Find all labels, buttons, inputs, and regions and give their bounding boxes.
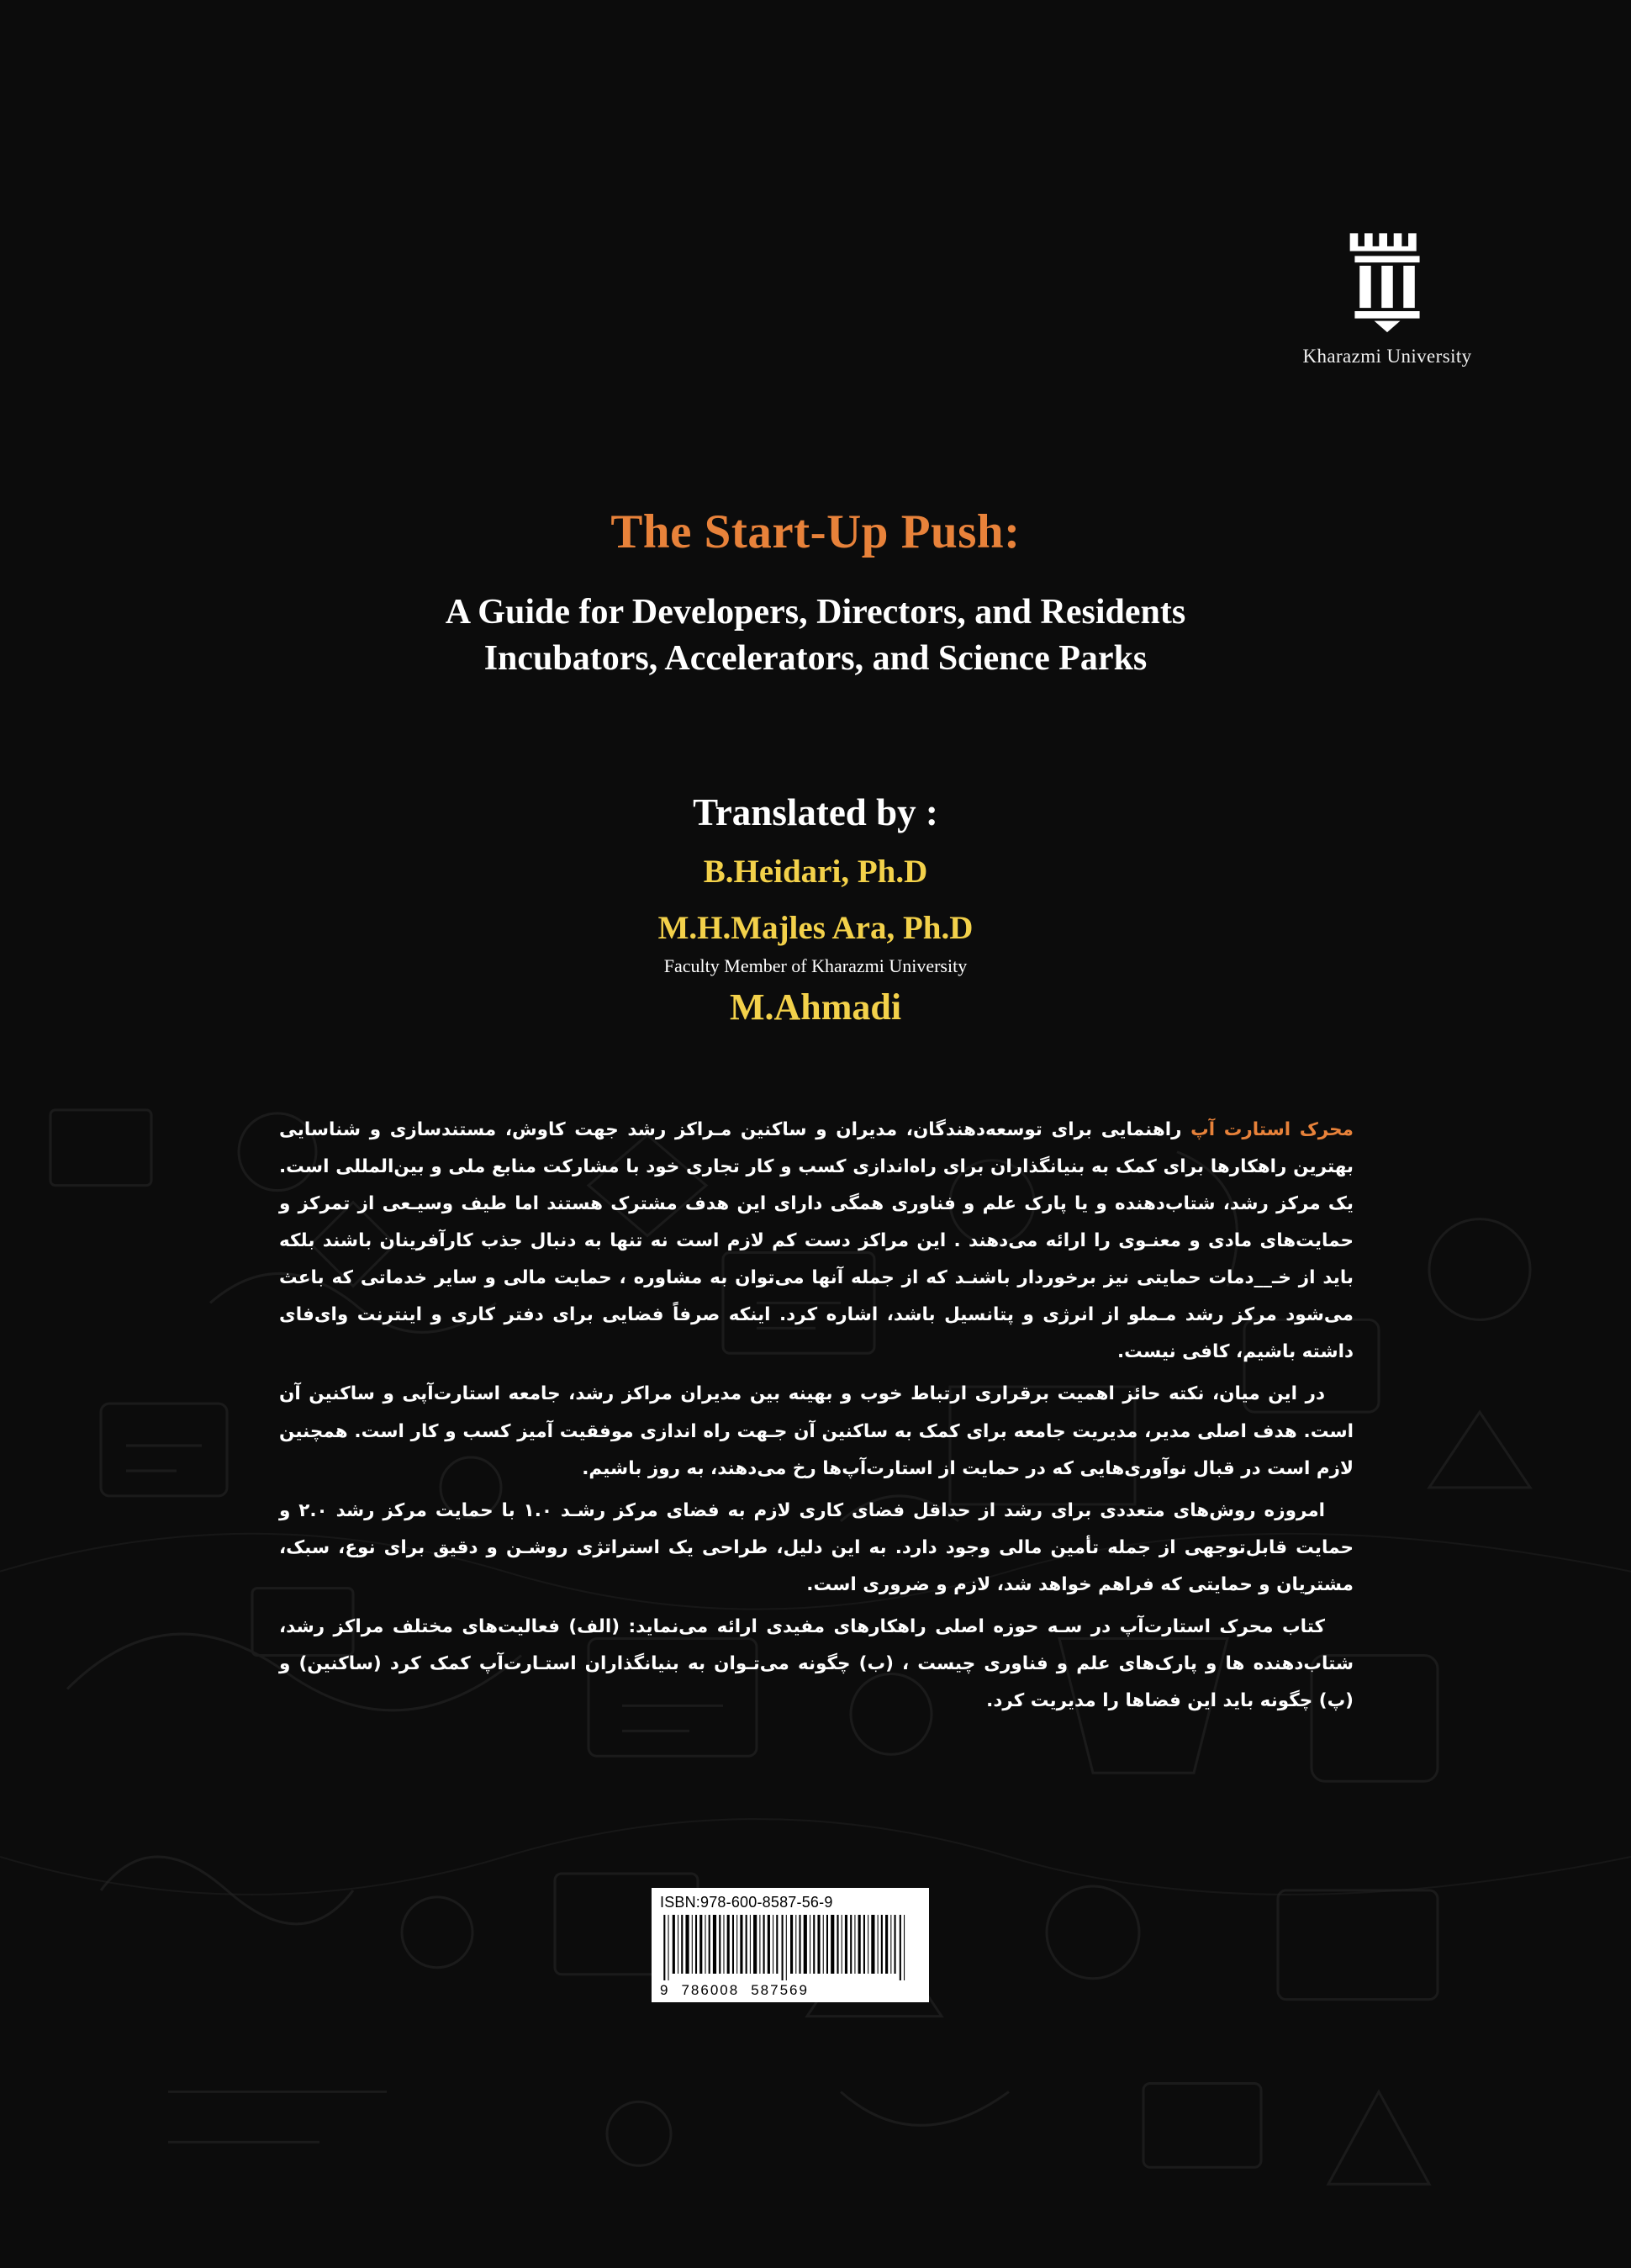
barcode-digit-group-2: 786008 xyxy=(681,1982,740,1998)
blurb-paragraph-2: در این میان، نکته حائز اهمیت برقراری ارتباط خوب و بهینه بین مدیران مراکز رشد، جامعه استارت‌آپی و ساکنین آن است. هدف اصلی مدیر، مدیریت جامعه برای کمک به ساکنین آن جـهت راه اندازی موفقیت آمیز کسب و کار است. همچنین لازم است در قبال نوآوری‌هایی که در حمایت از استارت‌آپ‌ها رخ می‌دهند، به روز باشیم. xyxy=(279,1383,1354,1479)
translated-by-label: Translated by : xyxy=(693,791,938,833)
book-subtitle-line-2: Incubators, Accelerators, and Science Parks xyxy=(483,638,1148,678)
university-name: Kharazmi University xyxy=(1302,346,1472,367)
title-block xyxy=(0,505,1631,681)
barcode-bars xyxy=(658,1915,922,1980)
blurb-paragraph-4: کتاب محرک استارت‌آپ در سـه حوزه اصلی راهکارهای مفیدی ارائه می‌نماید: (الف) فعالیت‌های مختلف مراکز رشد، شتاب‌دهنده ها و پارک‌های علم و فناوری چیست ، (ب) چگونه می‌تـوان به بنیانگذاران استـارت‌آپ کمک کرد (ساکنین) و (پ) چگونه باید این فضاها را مدیریت کرد. xyxy=(279,1615,1354,1711)
translator-name-1: B.Heidari, Ph.D xyxy=(703,854,928,890)
book-subtitle xyxy=(0,589,1631,681)
translators-block xyxy=(0,790,1631,1047)
university-logo-block xyxy=(1269,220,1505,367)
translator-name-3: M.Ahmadi xyxy=(729,986,902,1028)
barcode-digits xyxy=(660,1982,922,1999)
translator-affiliation-2: Faculty Member of Kharazmi University xyxy=(663,955,968,976)
blurb-paragraph-3: امروزه روش‌های متعددی برای رشد از حداقل فضای کاری لازم به فضای مرکز رشـد ۱.۰ با حمایت مرکز رشد ۲.۰ و حمایت قابل‌توجهی از جمله تأمین مالی وجود دارد. به این دلیل، طراحی یک استراتژی روشـن و دقیق برای نوع، سبک، مشتریان و حمایتی که فراهم خواهد شد، لازم و ضروری است. xyxy=(279,1499,1354,1595)
translator-name-2: M.H.Majles Ara, Ph.D xyxy=(657,910,974,946)
blurb-paragraph-1 xyxy=(279,1112,1354,1371)
kharazmi-university-crest-icon xyxy=(1338,220,1437,334)
isbn-label: ISBN:978-600-8587-56-9 xyxy=(660,1894,833,1911)
back-cover-description xyxy=(279,1112,1354,1725)
blurb-paragraph-1-text: راهنمایی برای توسعه‌دهندگان، مدیران و ساکنین مـراکز رشد جهت کاوش، مستندسازی و شناسایی بهترین راهکارها برای کمک به بنیانگذاران برای راه‌اندازی کسب و کار تجاری خود با مشارکت منابع ملی و بین‌المللی است. یک مرکز رشد، شتاب‌دهنده و یا پارک علم و فناوری همگی دارای این هدف مشترک هستند اما طیف وسیـعی از تمرکز و حمایت‌های مادی و معنـوی را ارائه می‌دهند . این مراکز دست کم لازم است نه تنها به دنبال جذب کارآفرینان باشند بلکه باید از خـ__دمات حمایتی نیز برخوردار باشنـد که از جمله آنها می‌توان به مشاوره ، حمایت مالی و سایر خدماتی که باعث می‌شود مرکز رشد مـملو از انرژی و پتانسیل باشد، اشاره کرد. اینکه صرفاً فضایی برای دفتر کاری و اینترنت وای‌فای داشته باشیم، کافی نیست. xyxy=(279,1119,1354,1363)
book-subtitle-line-1: A Guide for Developers, Directors, and Residents xyxy=(445,593,1186,632)
isbn-barcode xyxy=(652,1888,929,2002)
book-brand-name: محرک استارت آپ xyxy=(1190,1119,1354,1140)
barcode-digit-group-1: 9 xyxy=(660,1982,670,1998)
barcode-digit-group-3: 587569 xyxy=(751,1982,809,1998)
book-main-title: The Start-Up Push: xyxy=(610,505,1021,558)
